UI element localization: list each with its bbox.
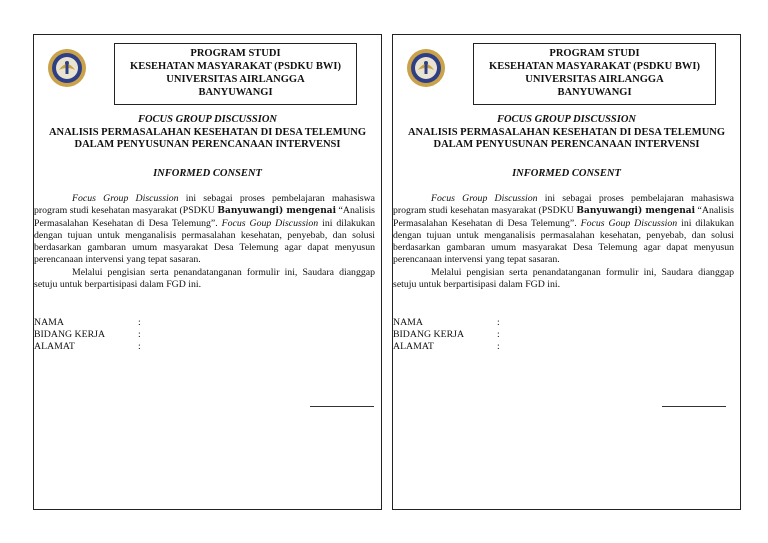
paragraph-2: Melalui pengisian serta penandatanganan formulir ini, Saudara dianggap setuju untuk berpartisipasi dalam FGD ini.	[393, 266, 734, 291]
paragraph-1-part-3: ini dilakukan dengan tujuan untuk menganalisis permasalahan kesehatan, penyebab, dan solusi berdasarkan gambaran umum masyarakat Desa Telemung agar dapat menyusun perencanaan intervensi yang tepat sasaran.	[393, 217, 734, 266]
field-sep: :	[497, 329, 500, 340]
field-label: BIDANG KERJA	[34, 329, 106, 340]
title-line-2: ANALISIS PERMASALAHAN KESEHATAN DI DESA TELEMUNG	[407, 126, 726, 138]
field-sep: :	[497, 341, 500, 352]
institution-header	[114, 43, 357, 105]
field-sep: :	[138, 329, 141, 340]
field-label: BIDANG KERJA	[393, 329, 465, 340]
paragraph-1-part-2: “Analisis Permasalahan Kesehatan di Desa Telemung”.	[34, 205, 375, 229]
consent-form-left	[33, 34, 382, 510]
paragraph-1-part-3: ini dilakukan dengan tujuan untuk menganalisis permasalahan kesehatan, penyebab, dan solusi berdasarkan gambaran umum masyarakat Desa Telemung agar dapat menyusun perencanaan intervensi yang tepat sasaran.	[34, 217, 375, 266]
fgd-term-2: Focus Goup Discussion	[221, 217, 319, 229]
consent-body	[393, 193, 734, 291]
participant-fields	[393, 317, 500, 353]
document-title	[34, 114, 381, 152]
header-line-3: UNIVERSITAS AIRLANGGA	[166, 74, 305, 85]
title-line-2: ANALISIS PERMASALAHAN KESEHATAN DI DESA TELEMUNG	[48, 126, 367, 138]
paragraph-1-part-1: ini sebagai proses pembelajaran mahasiswa program studi kesehatan masyarakat (PSDKU	[34, 193, 375, 217]
header-line-1: PROGRAM STUDI	[549, 48, 640, 59]
paragraph-1-part-2: “Analisis Permasalahan Kesehatan di Desa Telemung”.	[393, 205, 734, 229]
consent-heading: INFORMED CONSENT	[153, 168, 262, 179]
header-line-4: BANYUWANGI	[198, 87, 273, 98]
title-line-1: FOCUS GROUP DISCUSSION	[137, 114, 278, 125]
signature-line	[310, 406, 374, 407]
field-alamat	[34, 341, 141, 353]
header-line-1: PROGRAM STUDI	[190, 48, 281, 59]
header-line-2: KESEHATAN MASYARAKAT (PSDKU BWI)	[130, 61, 341, 72]
signature-line	[662, 406, 726, 407]
field-nama	[393, 317, 500, 329]
paragraph-1	[34, 193, 375, 267]
field-bidang-kerja	[34, 329, 141, 341]
field-alamat	[393, 341, 500, 353]
fgd-term-2: Focus Goup Discussion	[580, 217, 678, 229]
title-line-1: FOCUS GROUP DISCUSSION	[496, 114, 637, 125]
field-bidang-kerja	[393, 329, 500, 341]
paragraph-1	[393, 193, 734, 267]
institution-header	[473, 43, 716, 105]
field-label: NAMA	[393, 317, 423, 328]
document-title	[393, 114, 740, 152]
field-sep: :	[138, 317, 141, 328]
consent-heading: INFORMED CONSENT	[512, 168, 621, 179]
header-line-4: BANYUWANGI	[557, 87, 632, 98]
paragraph-1-part-1: ini sebagai proses pembelajaran mahasiswa program studi kesehatan masyarakat (PSDKU	[393, 193, 734, 217]
header-line-2: KESEHATAN MASYARAKAT (PSDKU BWI)	[489, 61, 700, 72]
fgd-term: Focus Group Discussion	[72, 193, 179, 204]
university-seal-icon	[406, 48, 446, 88]
field-sep: :	[497, 317, 500, 328]
paragraph-1-bold: Banyuwangi) mengenai	[576, 206, 696, 217]
field-sep: :	[138, 341, 141, 352]
field-label: ALAMAT	[34, 341, 75, 352]
consent-body	[34, 193, 375, 291]
consent-form-right	[392, 34, 741, 510]
university-seal-icon	[47, 48, 87, 88]
title-line-3: DALAM PENYUSUNAN PERENCANAAN INTERVENSI	[74, 139, 341, 150]
paragraph-2: Melalui pengisian serta penandatanganan formulir ini, Saudara dianggap setuju untuk berpartisipasi dalam FGD ini.	[34, 266, 375, 291]
paragraph-1-bold: Banyuwangi) mengenai	[217, 206, 337, 217]
header-line-3: UNIVERSITAS AIRLANGGA	[525, 74, 664, 85]
field-nama	[34, 317, 141, 329]
title-line-3: DALAM PENYUSUNAN PERENCANAAN INTERVENSI	[433, 139, 700, 150]
fgd-term: Focus Group Discussion	[431, 193, 538, 204]
field-label: ALAMAT	[393, 341, 434, 352]
participant-fields	[34, 317, 141, 353]
field-label: NAMA	[34, 317, 64, 328]
